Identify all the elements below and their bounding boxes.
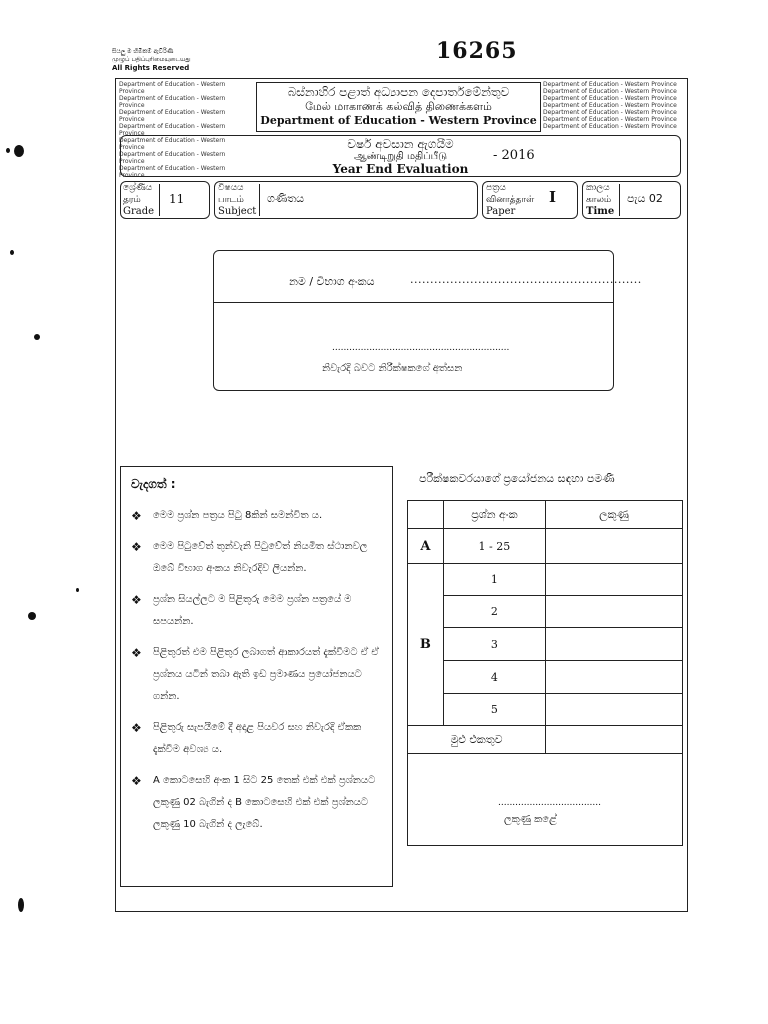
department-box: [256, 82, 541, 132]
section-a-label: A: [408, 529, 444, 564]
bullet-icon: ❖: [131, 593, 142, 607]
scan-speck: [34, 334, 40, 340]
paper-labels: පත්‍රය வினாத்தாள் Paper: [486, 183, 535, 217]
note-text: මෙම පිටුවේත් තුන්වැනි පිටුවේත් නියමිත ස්ථානවල ඔබේ විභාග අංකය නිවැරදිව ලියන්න.: [153, 541, 368, 574]
note-item: [129, 589, 387, 633]
total-label: මුළු එකතුව: [408, 726, 546, 754]
b-question-number: 4: [443, 661, 545, 694]
scan-speck: [76, 588, 79, 592]
rights-english: All Rights Reserved: [112, 64, 190, 72]
important-notes-box: [120, 466, 393, 887]
col-marks-header: ලකුණු: [546, 501, 683, 529]
b-marks-cell[interactable]: [546, 661, 683, 694]
total-marks-cell[interactable]: [546, 726, 683, 754]
b-marks-cell[interactable]: [546, 596, 683, 628]
col-question-header: ප්‍රශ්න අංක: [443, 501, 545, 529]
scan-speck: [18, 898, 24, 912]
b-question-number: 1: [443, 564, 545, 596]
rights-sinhala: සියලු ම හිමිකම් ඇවිරිණි: [112, 48, 174, 55]
exam-title-sinhala: වර්ෂ අවසාන ඇගයීම: [347, 137, 454, 151]
b-marks-cell[interactable]: [546, 694, 683, 726]
rights-tamil: முழுப் பதிப்புரிமையுடையது: [112, 56, 191, 63]
department-english: Department of Education - Western Province: [260, 114, 537, 127]
bullet-icon: ❖: [131, 646, 142, 660]
rights-notice: [112, 48, 222, 73]
serial-number: 16265: [436, 38, 518, 64]
scan-speck: [14, 145, 24, 157]
subject-box: [214, 181, 478, 219]
section-b-label: B: [408, 564, 444, 726]
scan-speck: [6, 148, 10, 153]
grade-box: [120, 181, 210, 219]
signature-field[interactable]: ..............................................................: [332, 343, 510, 353]
time-box: [582, 181, 681, 219]
signature-label: නිවැරදි බවට නිරීක්ෂකගේ අත්සන: [322, 363, 463, 374]
paper-value: I: [549, 188, 557, 206]
header-left-microtext: Department of Education - Western Province Department of Education - Western Province Department of Education - Western Province Department of Education - Western Province Department of Education - Western Province Department of Education - Western Province Department of Education - Western Province: [119, 81, 226, 179]
department-tamil: மேல் மாகாணக் கல்வித் திணைக்களம்: [305, 100, 492, 113]
scan-speck: [10, 250, 14, 255]
note-item: [129, 717, 387, 761]
section-a-marks-cell[interactable]: [546, 529, 683, 564]
bullet-icon: ❖: [131, 721, 142, 735]
subject-labels: විෂයය பாடம் Subject: [218, 183, 257, 217]
exam-title-box: [120, 135, 681, 177]
grade-labels: ශ්‍රේණිය தரம் Grade: [123, 183, 155, 217]
paper-box: [482, 181, 578, 219]
examiner-marks-table: [407, 500, 683, 846]
note-text: පිළිතුරත් එම පිළිතුර ලබාගත් ආකාරයත් දැක්වීමට ඒ ඒ ප්‍රශ්නය යටින් තබා ඇති ඉඩ ප්‍රමාණය ප්‍රයෝජනයට ගන්න.: [153, 647, 379, 702]
section-a-range: 1 - 25: [443, 529, 545, 564]
bullet-icon: ❖: [131, 774, 142, 788]
note-text: A කොටසෙහි අංක 1 සිට 25 තෙක් එක් එක් ප්‍රශ්නයට ලකුණු 02 බැගින් ද B කොටසෙහි එක් එක් ප්‍රශ්නයට ලකුණු 10 බැගින් ද ලැබේ.: [153, 775, 376, 830]
b-marks-cell[interactable]: [546, 628, 683, 661]
candidate-name-label: නම / විභාග අංකය: [289, 275, 375, 288]
note-item: [129, 642, 387, 708]
scan-speck: [28, 612, 36, 620]
candidate-box: [213, 250, 642, 391]
time-value: පැය 02: [627, 192, 663, 205]
b-question-number: 3: [443, 628, 545, 661]
grade-value: 11: [169, 192, 185, 206]
candidate-divider: [214, 302, 613, 303]
important-heading: වැදගත් :: [131, 477, 176, 491]
note-text: පිළිතුරු සැපයීමේ දී අදාළ පියවර සහ නිවැරදි ඒකක දැක්වීම අවශ්‍ය ය.: [153, 722, 362, 755]
bullet-icon: ❖: [131, 540, 142, 554]
b-question-number: 5: [443, 694, 545, 726]
subject-value: ගණිතය: [267, 192, 305, 205]
exam-title-english: Year End Evaluation: [332, 162, 469, 176]
marker-code-field[interactable]: ....................................: [498, 798, 601, 808]
note-item: [129, 505, 387, 527]
exam-year: - 2016: [493, 148, 535, 163]
notes-list: [129, 505, 387, 845]
time-labels: කාලය காலம் Time: [586, 183, 615, 217]
header-right-microtext: Department of Education - Western Province Department of Education - Western Province Department of Education - Western Province Department of Education - Western Province Department of Education - Western Province Department of Education - Western Province Department of Education - Western Province: [543, 81, 677, 130]
note-item: [129, 536, 387, 580]
note-text: ප්‍රශ්න සියල්ලට ම පිළිතුරු මෙම ප්‍රශ්න පත්‍රයේ ම සපයන්න.: [153, 594, 352, 627]
b-question-number: 2: [443, 596, 545, 628]
exam-title-tamil: ஆண்டிறுதி மதிப்பீடு: [353, 151, 448, 162]
candidate-name-field[interactable]: ..........................................................: [410, 273, 642, 286]
marker-code-label: ලකුණු කළේ: [504, 814, 557, 825]
bullet-icon: ❖: [131, 509, 142, 523]
note-text: මෙම ප්‍රශ්න පත්‍රය පිටු 8කින් සමන්විත ය.: [153, 510, 323, 521]
marker-code-cell: [408, 754, 683, 846]
b-marks-cell[interactable]: [546, 564, 683, 596]
examiner-heading: පරීක්ෂකවරයාගේ ප්‍රයෝජනය සඳහා පමණී: [419, 472, 615, 485]
note-item: [129, 770, 387, 836]
department-sinhala: බස්නාහිර පළාත් අධ්‍යාපන දෙපාර්තමේන්තුව: [287, 85, 510, 99]
